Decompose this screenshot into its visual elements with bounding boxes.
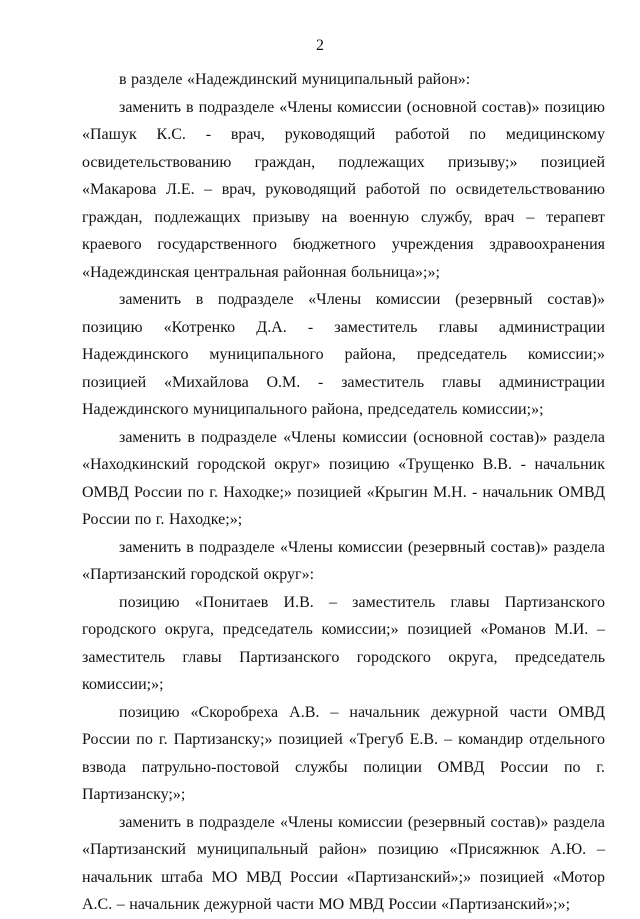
- paragraph-replace-skorobrekha: позицию «Скоробреха А.В. – начальник дежурной части ОМВД России по г. Партизанску;» позицией «Трегуб Е.В. – командир отдельного взвода патрульно-постовой службы полиции ОМВД России по г. Партизанску;»;: [82, 703, 605, 803]
- document-body: [82, 66, 605, 919]
- paragraph-section-partizansky-city: заменить в подразделе «Члены комиссии (резервный состав)» раздела «Партизанский городской округ»:: [82, 538, 605, 583]
- paragraph-section-nadezhdinsky: в разделе «Надеждинский муниципальный район»:: [119, 71, 471, 88]
- page-number: 2: [316, 37, 324, 54]
- paragraph-replace-trushchenko: заменить в подразделе «Члены комиссии (основной состав)» раздела «Находкинский городской округ» позицию «Трущенко В.В. - начальник ОМВД России по г. Находке;» позицией «Крыгин М.Н. - начальник ОМВД России по г. Находке;»;: [82, 428, 605, 528]
- paragraph-replace-ponitaev: позицию «Понитаев И.В. – заместитель главы Партизанского городского округа, председатель комиссии;» позицией «Романов М.И. – заместитель главы Партизанского городского округа, председатель комиссии;»;: [82, 593, 605, 693]
- paragraph-replace-kotrenko: заменить в подразделе «Члены комиссии (резервный состав)» позицию «Котренко Д.А. - заместитель главы администрации Надеждинского муниципального района, председатель комиссии;» позицией «Михайлова О.М. - заместитель главы администрации Надеждинского муниципального района, председатель комиссии;»;: [82, 291, 605, 418]
- paragraph-replace-prisyazhnyuk: заменить в подразделе «Члены комиссии (резервный состав)» раздела «Партизанский муниципальный район» позицию «Присяжнюк А.Ю. – начальник штаба МО МВД России «Партизанский»;» позицией «Мотор А.С. – начальник дежурной части МО МВД России «Партизанский»;»;: [82, 813, 605, 913]
- paragraph-replace-pashuk: заменить в подразделе «Члены комиссии (основной состав)» позицию «Пашук К.С. - врач, руководящий работой по медицинскому освидетельствованию граждан, подлежащих призыву;» позицией «Макарова Л.Е. – врач, руководящий работой по освидетельствованию граждан, подлежащих призыву на военную службу, врач – терапевт краевого государственного бюджетного учреждения здравоохранения «Надеждинская центральная районная больница»;»;: [82, 98, 605, 281]
